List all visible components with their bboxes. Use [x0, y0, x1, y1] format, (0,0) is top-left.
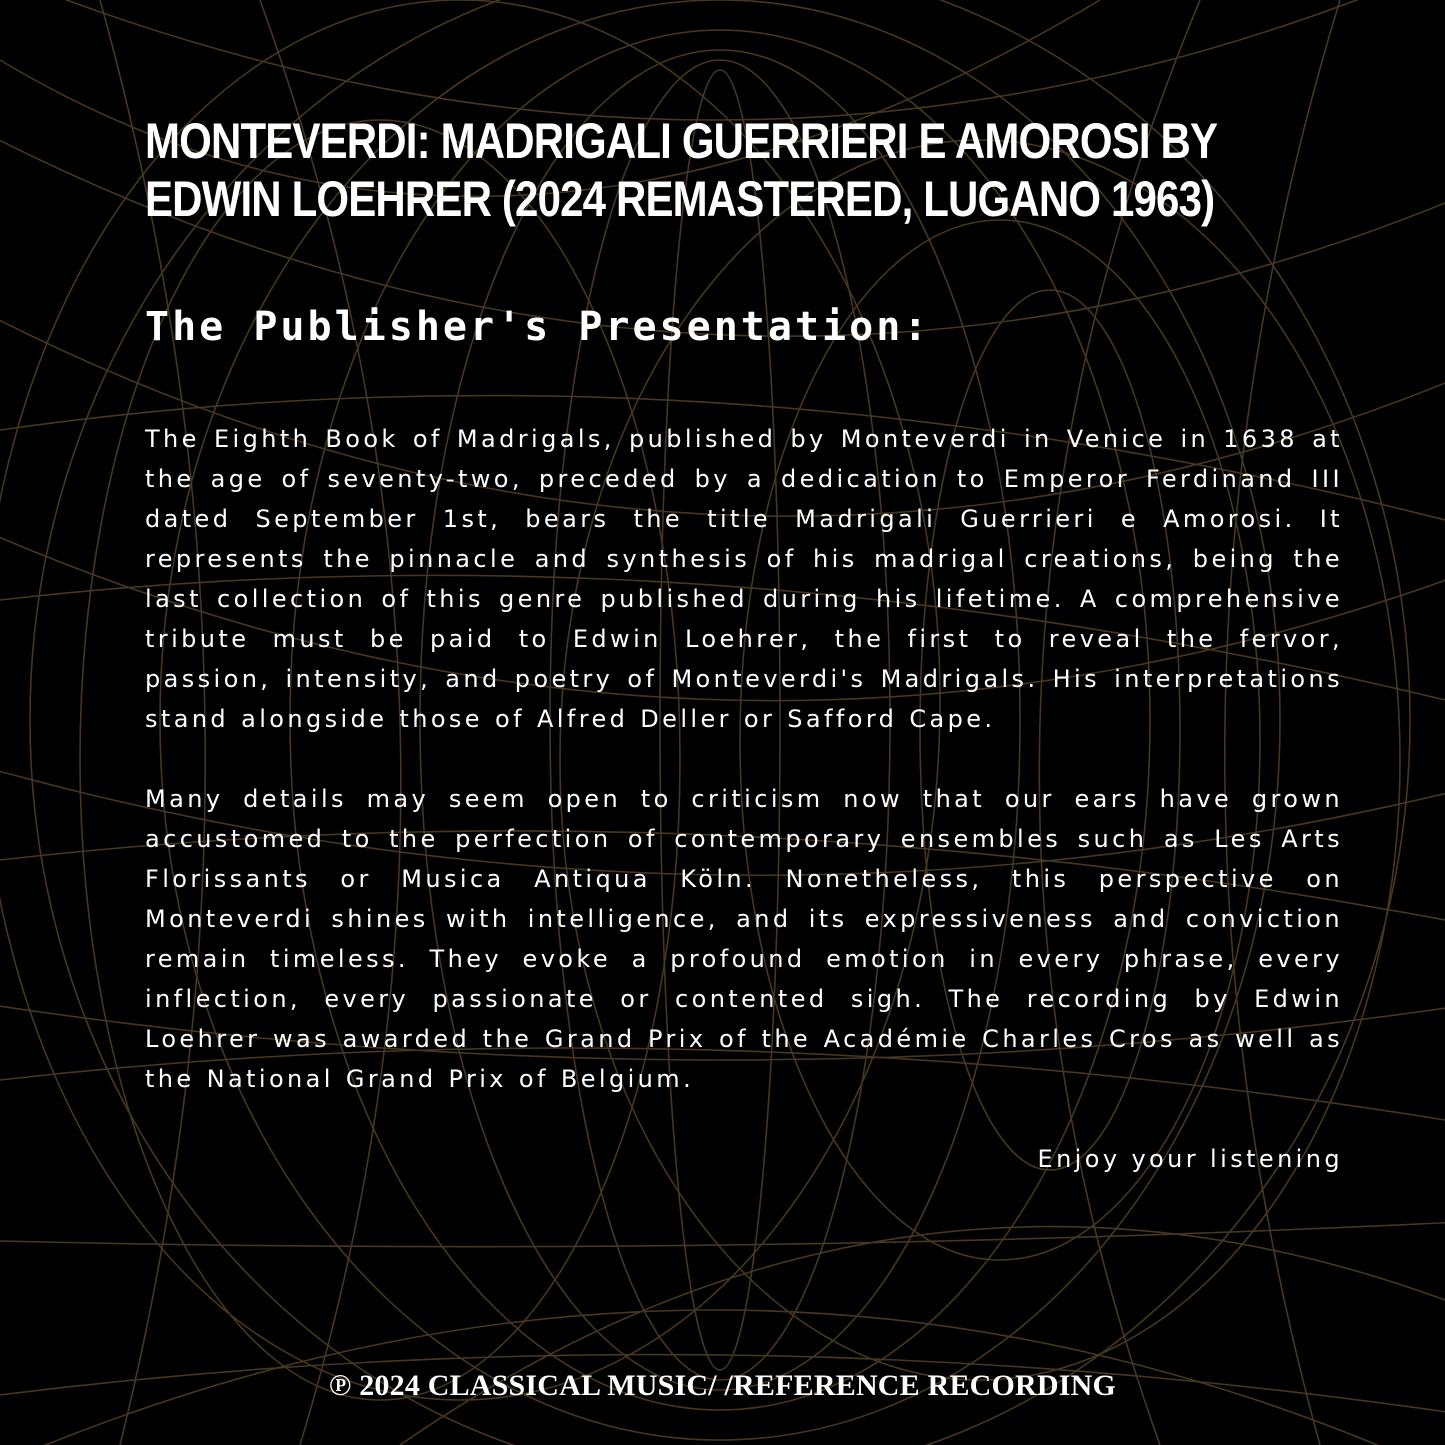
- presentation-paragraph-2: Many details may seem open to criticism now that our ears have grown accustomed to the perfection of contemporary ensembles such as Les Arts Florissants or Musica Antiqua Köln. Nonetheless, this perspective on Monteverdi shines with intelligence, and its expressiveness and conviction remain timeless. They evoke a profound emotion in every phrase, every inflection, every passionate or contented sigh. The recording by Edwin Loehrer was awarded the Grand Prix of the Académie Charles Cros as well as the National Grand Prix of Belgium.: [145, 785, 1343, 1093]
- album-title-line1: MONTEVERDI: MADRIGALI GUERRIERI E AMOROSI BY: [145, 113, 1218, 169]
- album-title-line2: EDWIN LOEHRER (2024 REMASTERED, LUGANO 1963): [145, 171, 1215, 227]
- section-heading: The Publisher's Presentation:: [145, 304, 931, 350]
- presentation-content: [145, 112, 1343, 1179]
- signoff-text: Enjoy your listening: [1037, 1145, 1343, 1173]
- presentation-paragraph-1: The Eighth Book of Madrigals, published by Monteverdi in Venice in 1638 at the age of seventy-two, preceded by a dedication to Emperor Ferdinand III dated September 1st, bears the title Madrigali Guerrieri e Amorosi. It represents the pinnacle and synthesis of his madrigal creations, being the last collection of this genre published during his lifetime. A comprehensive tribute must be paid to Edwin Loehrer, the first to reveal the fervor, passion, intensity, and poetry of Monteverdi's Madrigals. His interpretations stand alongside those of Alfred Deller or Safford Cape.: [145, 425, 1343, 733]
- album-title: [145, 112, 1346, 228]
- copyright-footer: ℗ 2024 CLASSICAL MUSIC/ /REFERENCE RECORDING: [328, 1369, 1117, 1402]
